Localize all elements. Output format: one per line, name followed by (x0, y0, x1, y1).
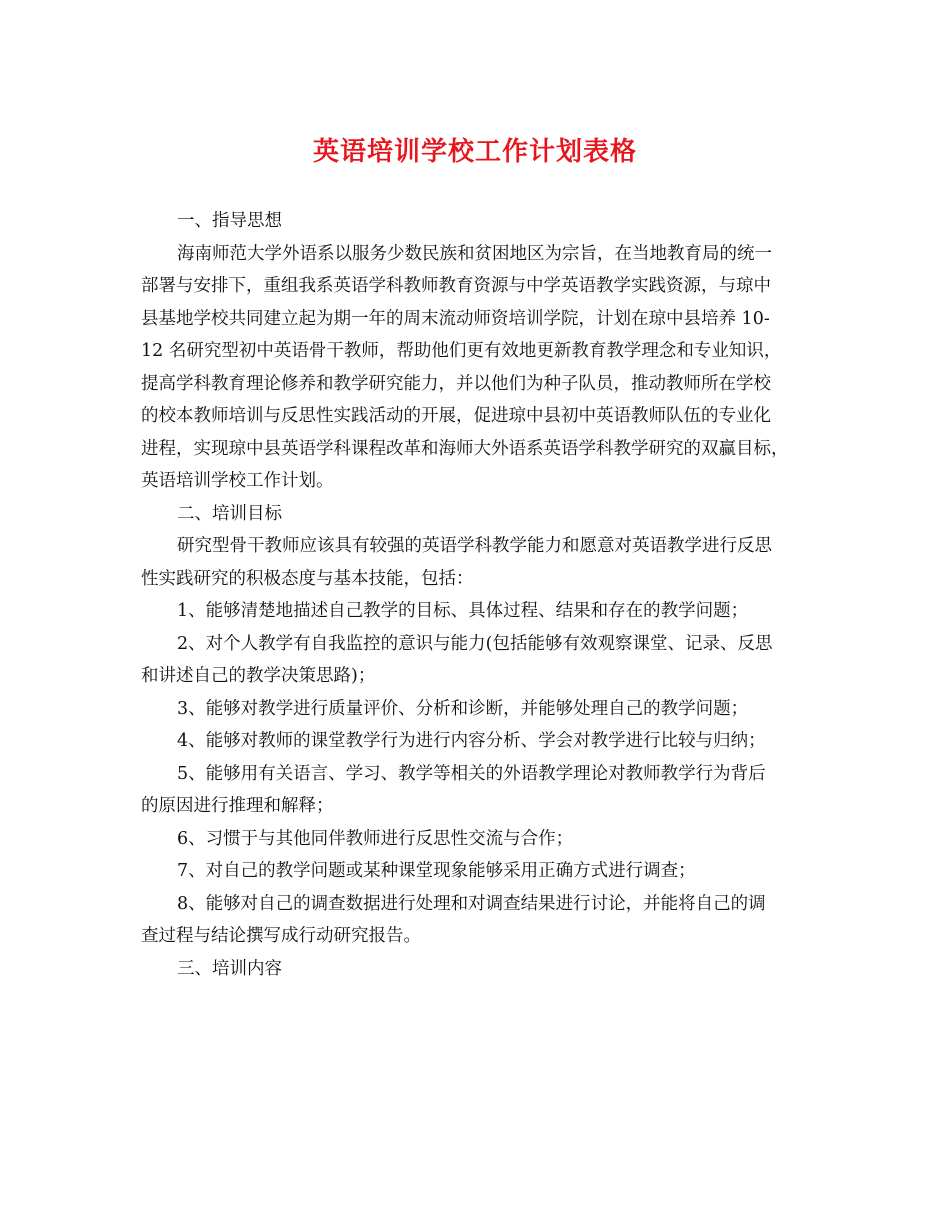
paragraph-line: 8、能够对自己的调查数据进行处理和对调查结果进行讨论，并能将自己的调 (177, 893, 766, 914)
paragraph-line: 和讲述自己的教学决策思路)； (141, 666, 376, 686)
document-body (141, 205, 827, 985)
paragraph-line: 英语培训学校工作计划。 (141, 471, 334, 491)
paragraph-line: 三、培训内容 (177, 958, 282, 979)
paragraph-line: 进程，实现琼中县英语学科课程改革和海师大外语系英语学科教学研究的双赢目标， (141, 438, 789, 459)
paragraph-line: 3、能够对教学进行质量评价、分析和诊断，并能够处理自己的教学问题； (177, 698, 749, 719)
paragraph-line: 12 名研究型初中英语骨干教师，帮助他们更有效地更新教育教学理念和专业知识， (141, 341, 782, 361)
paragraph-line: 研究型骨干教师应该具有较强的英语学科教学能力和愿意对英语教学进行反思 (177, 536, 772, 556)
paragraph-line: 6、习惯于与其他同伴教师进行反思性交流与合作； (177, 828, 574, 849)
paragraph-line: 5、能够用有关语言、学习、教学等相关的外语教学理论对教师教学行为背后 (177, 763, 766, 784)
paragraph-line: 一、指导思想 (177, 211, 282, 231)
paragraph-line: 1、能够清楚地描述自己教学的目标、具体过程、结果和存在的教学问题； (177, 601, 749, 621)
paragraph-line: 2、对个人教学有自我监控的意识与能力(包括能够有效观察课堂、记录、反思 (177, 633, 773, 654)
paragraph-line: 查过程与结论撰写成行动研究报告。 (141, 926, 421, 946)
document-title: 英语培训学校工作计划表格 (312, 137, 637, 167)
paragraph-line: 县基地学校共同建立起为期一年的周末流动师资培训学院，计划在琼中县培养 10- (141, 308, 770, 329)
paragraph-line: 二、培训目标 (177, 503, 282, 524)
paragraph-line: 提高学科教育理论修养和教学研究能力，并以他们为种子队员，推动教师所在学校 (141, 373, 771, 394)
paragraph-line: 的校本教师培训与反思性实践活动的开展，促进琼中县初中英语教师队伍的专业化 (141, 406, 771, 426)
paragraph-line: 部署与安排下，重组我系英语学科教师教育资源与中学英语教学实践资源，与琼中 (141, 276, 771, 296)
paragraph-line: 的原因进行推理和解释； (141, 796, 334, 816)
paragraph-line: 7、对自己的教学问题或某种课堂现象能够采用正确方式进行调查； (177, 861, 696, 881)
paragraph-line: 4、能够对教师的课堂教学行为进行内容分析、学会对教学进行比较与归纳； (177, 731, 766, 751)
paragraph-line: 性实践研究的积极态度与基本技能，包括： (141, 568, 474, 589)
paragraph-line: 海南师范大学外语系以服务少数民族和贫困地区为宗旨，在当地教育局的统一 (177, 243, 772, 264)
